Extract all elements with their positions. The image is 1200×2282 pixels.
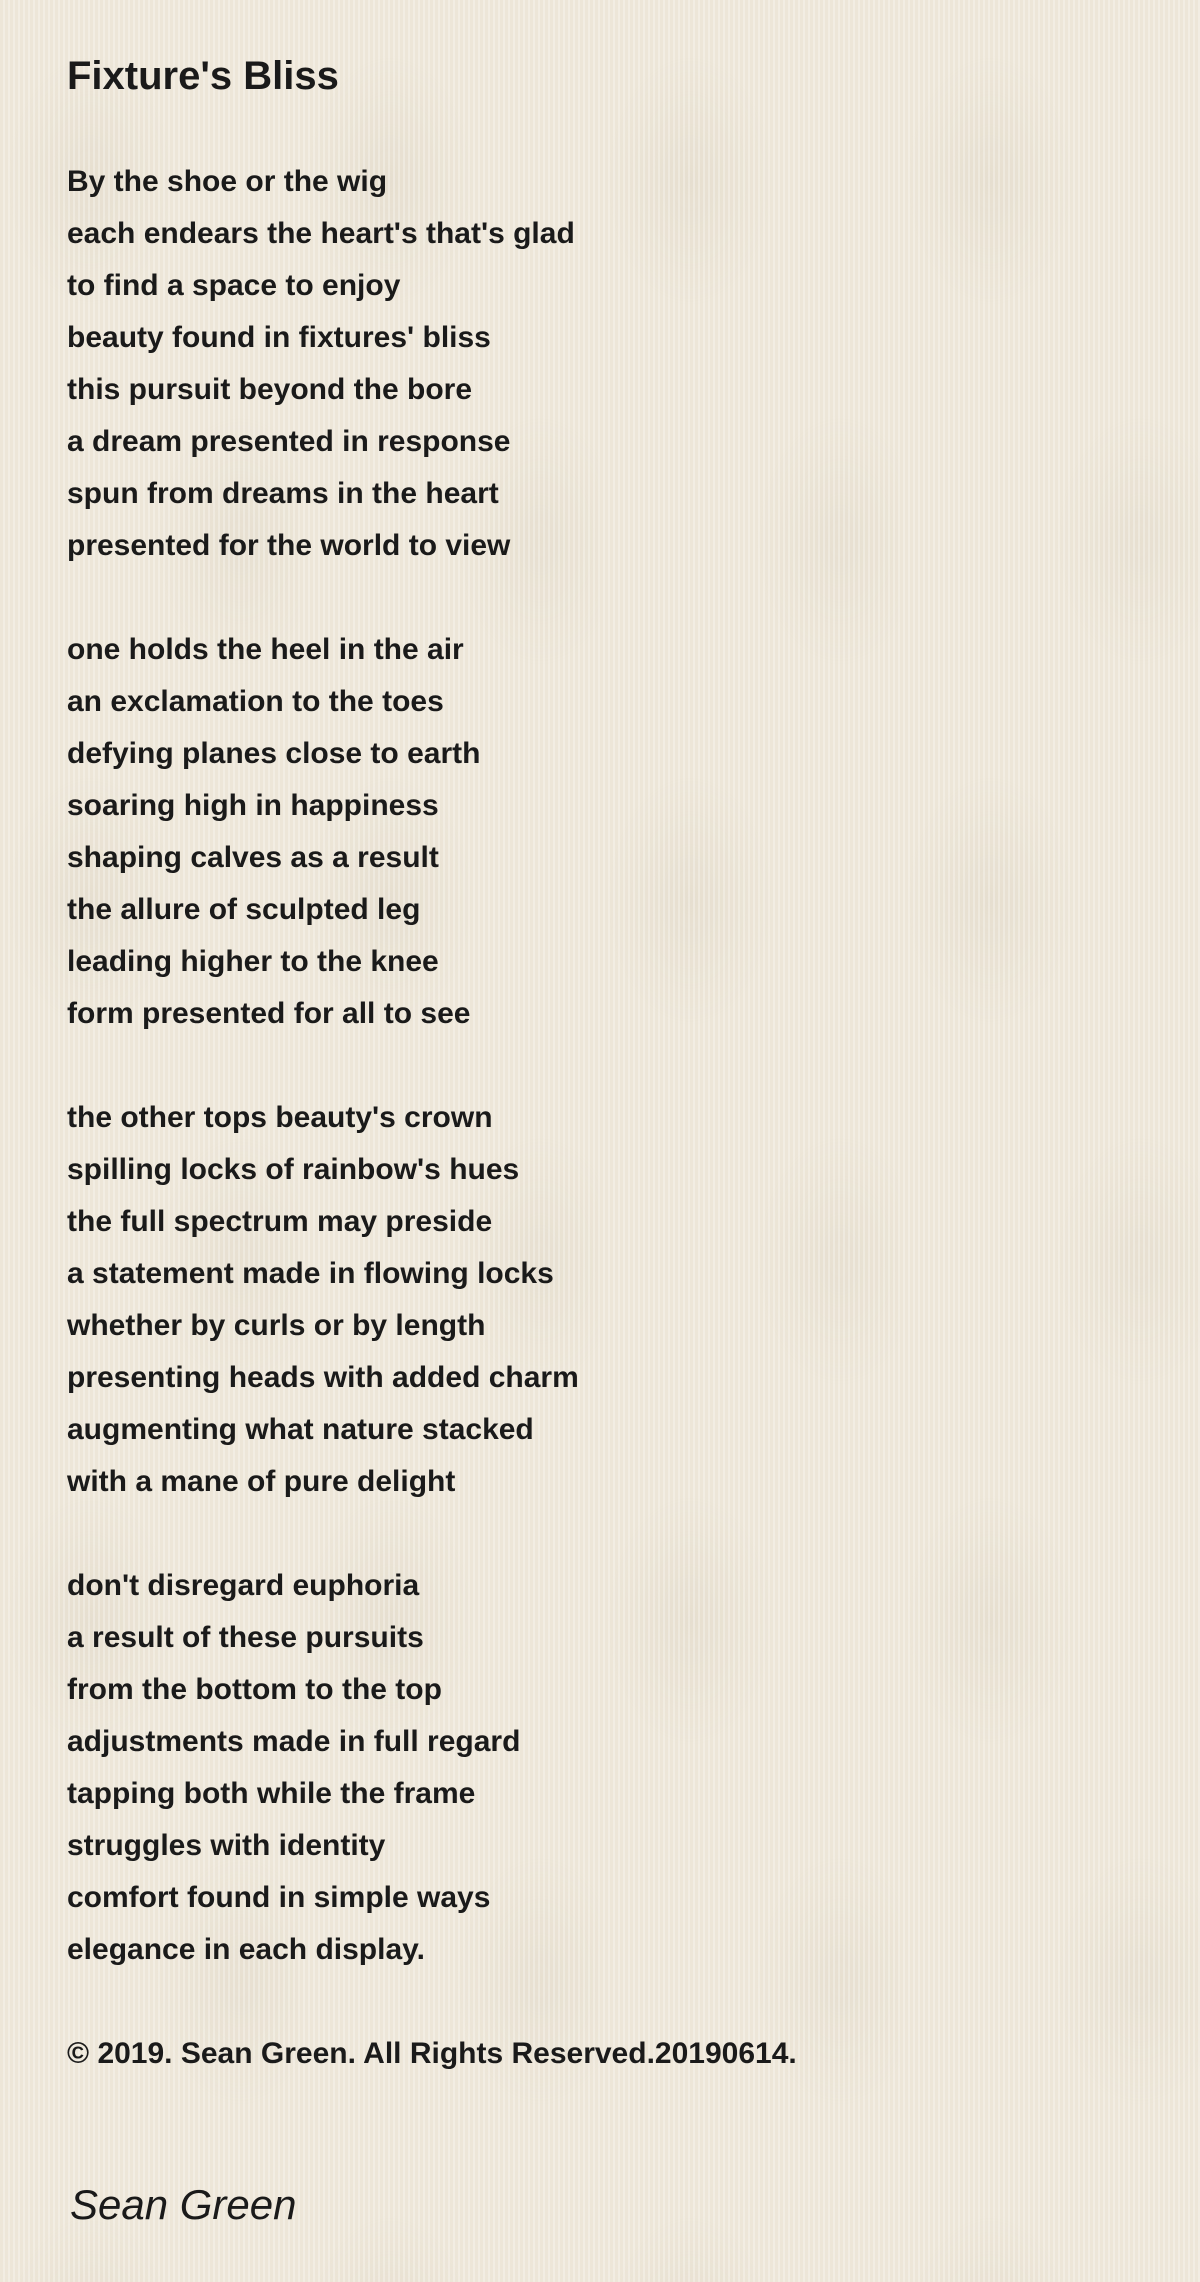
poem-line: form presented for all to see (67, 997, 471, 1030)
poem-line: struggles with identity (67, 1829, 386, 1862)
poem-line: whether by curls or by length (67, 1309, 486, 1342)
poem-line: the other tops beauty's crown (67, 1101, 493, 1134)
poem-line: defying planes close to earth (67, 737, 481, 770)
poem-line: presented for the world to view (67, 529, 511, 562)
poem-body (67, 156, 1147, 2080)
poem-line: augmenting what nature stacked (67, 1413, 534, 1446)
poem-line: a dream presented in response (67, 425, 511, 458)
stanza-1 (67, 156, 1147, 572)
poem-line: shaping calves as a result (67, 841, 439, 874)
poem-line: don't disregard euphoria (67, 1569, 420, 1602)
poem-line: an exclamation to the toes (67, 685, 444, 718)
poem-line: the allure of sculpted leg (67, 893, 421, 926)
poem-container (67, 48, 1147, 2080)
stanza-4 (67, 1560, 1147, 1976)
poem-line: presenting heads with added charm (67, 1361, 579, 1394)
poem-line: leading higher to the knee (67, 945, 439, 978)
copyright-notice: © 2019. Sean Green. All Rights Reserved.20190614. (67, 2037, 797, 2070)
poem-line: By the shoe or the wig (67, 165, 388, 198)
poem-line: from the bottom to the top (67, 1673, 442, 1706)
poem-line: this pursuit beyond the bore (67, 373, 473, 406)
poem-line: with a mane of pure delight (67, 1465, 456, 1498)
poem-line: soaring high in happiness (67, 789, 439, 822)
poem-line: comfort found in simple ways (67, 1881, 491, 1914)
poem-line: spilling locks of rainbow's hues (67, 1153, 520, 1186)
poem-line: one holds the heel in the air (67, 633, 464, 666)
poem-line: a result of these pursuits (67, 1621, 424, 1654)
poem-line: to find a space to enjoy (67, 269, 401, 302)
poem-line: beauty found in fixtures' bliss (67, 321, 491, 354)
poem-line: each endears the heart's that's glad (67, 217, 575, 250)
poem-line: a statement made in flowing locks (67, 1257, 554, 1290)
poem-line: adjustments made in full regard (67, 1725, 521, 1758)
stanza-3 (67, 1092, 1147, 1508)
poem-line: the full spectrum may preside (67, 1205, 493, 1238)
poem-title: Fixture's Bliss (67, 54, 339, 98)
poem-line: elegance in each display. (67, 1933, 425, 1966)
poem-line: tapping both while the frame (67, 1777, 476, 1810)
poem-line: spun from dreams in the heart (67, 477, 499, 510)
author-name: Sean Green (70, 2181, 297, 2228)
stanza-2 (67, 624, 1147, 1040)
